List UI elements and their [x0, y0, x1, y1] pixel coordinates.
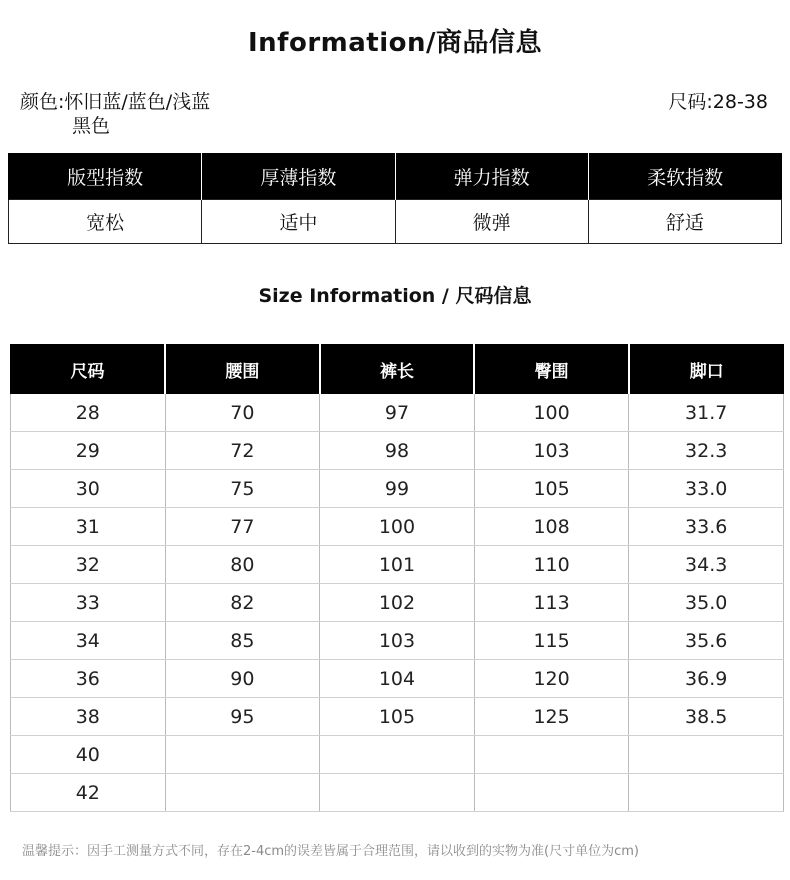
table-cell: 103	[320, 622, 475, 660]
table-cell: 33.0	[629, 470, 784, 508]
attr-header-fit: 版型指数	[9, 153, 202, 200]
table-cell: 82	[165, 584, 320, 622]
table-cell: 102	[320, 584, 475, 622]
table-cell: 40	[11, 736, 166, 774]
table-row	[11, 508, 784, 546]
table-cell: 98	[320, 432, 475, 470]
table-cell: 38.5	[629, 698, 784, 736]
table-row	[11, 622, 784, 660]
table-cell: 120	[474, 660, 629, 698]
page-title: Information/商品信息	[247, 28, 543, 58]
table-row	[11, 736, 784, 774]
size-header-hip: 臀围	[474, 344, 629, 394]
table-cell: 105	[474, 470, 629, 508]
table-cell: 90	[165, 660, 320, 698]
table-row	[11, 546, 784, 584]
table-cell: 31	[11, 508, 166, 546]
table-cell	[474, 774, 629, 812]
size-table	[10, 344, 784, 812]
table-row	[11, 660, 784, 698]
table-row	[11, 774, 784, 812]
size-range: 尺码:28-38	[668, 91, 768, 113]
table-cell	[320, 774, 475, 812]
table-cell	[165, 774, 320, 812]
table-cell: 32	[11, 546, 166, 584]
table-cell: 29	[11, 432, 166, 470]
table-cell: 105	[320, 698, 475, 736]
table-cell: 75	[165, 470, 320, 508]
table-cell: 80	[165, 546, 320, 584]
attr-header-thickness: 厚薄指数	[202, 153, 395, 200]
table-cell: 95	[165, 698, 320, 736]
color-options-line1: 颜色:怀旧蓝/蓝色/浅蓝	[20, 91, 211, 113]
table-row	[11, 584, 784, 622]
size-info-title: Size Information / 尺码信息	[258, 285, 532, 307]
table-cell: 100	[474, 394, 629, 432]
table-cell: 125	[474, 698, 629, 736]
color-options	[20, 90, 210, 138]
size-header-size: 尺码	[11, 344, 166, 394]
table-cell	[629, 736, 784, 774]
footer-note: 温馨提示：因手工测量方式不同，存在2-4cm的误差皆属于合理范围，请以收到的实物为准(尺寸单位为cm)	[22, 844, 639, 859]
table-cell: 33.6	[629, 508, 784, 546]
attr-value-thickness: 适中	[202, 200, 395, 244]
size-header-waist: 腰围	[165, 344, 320, 394]
table-cell: 115	[474, 622, 629, 660]
attr-value-elasticity: 微弹	[395, 200, 588, 244]
table-cell: 108	[474, 508, 629, 546]
attribute-table	[8, 153, 782, 244]
table-cell: 36.9	[629, 660, 784, 698]
table-cell: 104	[320, 660, 475, 698]
table-cell: 35.0	[629, 584, 784, 622]
size-header-length: 裤长	[320, 344, 475, 394]
table-cell: 85	[165, 622, 320, 660]
size-table-body	[11, 394, 784, 812]
color-options-line2: 黑色	[72, 115, 111, 137]
table-row	[11, 698, 784, 736]
attr-header-elasticity: 弹力指数	[395, 153, 588, 200]
attr-value-fit: 宽松	[9, 200, 202, 244]
table-row	[11, 394, 784, 432]
table-cell: 32.3	[629, 432, 784, 470]
table-cell: 42	[11, 774, 166, 812]
table-cell: 31.7	[629, 394, 784, 432]
attr-header-softness: 柔软指数	[588, 153, 781, 200]
table-cell: 35.6	[629, 622, 784, 660]
table-cell: 110	[474, 546, 629, 584]
table-cell: 33	[11, 584, 166, 622]
table-cell: 38	[11, 698, 166, 736]
table-cell: 30	[11, 470, 166, 508]
table-cell: 34.3	[629, 546, 784, 584]
table-cell: 100	[320, 508, 475, 546]
table-cell: 97	[320, 394, 475, 432]
table-cell: 77	[165, 508, 320, 546]
table-cell: 36	[11, 660, 166, 698]
table-cell	[474, 736, 629, 774]
table-cell	[165, 736, 320, 774]
table-cell: 103	[474, 432, 629, 470]
table-cell: 113	[474, 584, 629, 622]
table-cell: 72	[165, 432, 320, 470]
table-cell: 34	[11, 622, 166, 660]
table-cell: 70	[165, 394, 320, 432]
table-row	[11, 470, 784, 508]
size-header-hem: 脚口	[629, 344, 784, 394]
attr-value-softness: 舒适	[588, 200, 781, 244]
table-cell	[629, 774, 784, 812]
table-cell: 28	[11, 394, 166, 432]
table-cell: 101	[320, 546, 475, 584]
table-cell	[320, 736, 475, 774]
table-row	[11, 432, 784, 470]
table-cell: 99	[320, 470, 475, 508]
